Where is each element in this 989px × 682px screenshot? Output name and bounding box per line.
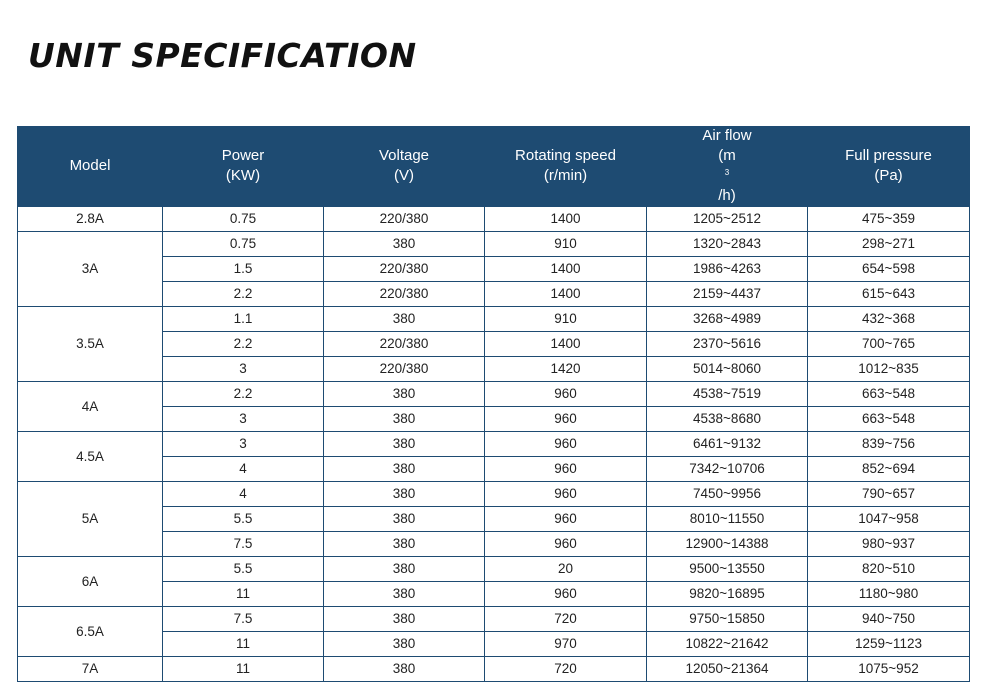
table-row [18, 482, 970, 507]
pressure-cell: 790~657 [808, 482, 970, 507]
airflow-cell: 9820~16895 [647, 582, 808, 607]
header-airflow-unit-sup: 3 [724, 168, 730, 177]
table-row [18, 432, 970, 457]
speed-cell: 720 [485, 657, 647, 682]
speed-cell: 910 [485, 232, 647, 257]
page-title: UNIT SPECIFICATION [28, 36, 417, 75]
speed-cell: 1400 [485, 332, 647, 357]
airflow-cell: 1986~4263 [647, 257, 808, 282]
pressure-cell: 1047~958 [808, 507, 970, 532]
pressure-cell: 980~937 [808, 532, 970, 557]
power-cell: 7.5 [163, 607, 324, 632]
header-speed-unit: (r/min) [543, 167, 588, 184]
header-power-unit: (KW) [225, 167, 261, 184]
voltage-cell: 380 [324, 457, 485, 482]
voltage-cell: 220/380 [324, 257, 485, 282]
speed-cell: 1400 [485, 257, 647, 282]
airflow-cell: 12900~14388 [647, 532, 808, 557]
model-cell: 3A [18, 232, 163, 307]
power-cell: 11 [163, 657, 324, 682]
pressure-cell: 1180~980 [808, 582, 970, 607]
header-power-label: Power [221, 147, 265, 164]
spec-table [17, 126, 970, 682]
airflow-cell: 9750~15850 [647, 607, 808, 632]
model-cell: 6.5A [18, 607, 163, 657]
header-pressure-unit: (Pa) [874, 167, 903, 184]
power-cell: 4 [163, 457, 324, 482]
header-speed [485, 126, 647, 207]
airflow-cell: 5014~8060 [647, 357, 808, 382]
model-cell: 4A [18, 382, 163, 432]
power-cell: 0.75 [163, 232, 324, 257]
speed-cell: 910 [485, 307, 647, 332]
voltage-cell: 380 [324, 482, 485, 507]
model-cell: 5A [18, 482, 163, 557]
voltage-cell: 380 [324, 507, 485, 532]
table-header-row [18, 126, 970, 207]
voltage-cell: 380 [324, 407, 485, 432]
pressure-cell: 663~548 [808, 382, 970, 407]
power-cell: 2.2 [163, 282, 324, 307]
header-power [163, 126, 324, 207]
voltage-cell: 380 [324, 657, 485, 682]
airflow-cell: 4538~7519 [647, 382, 808, 407]
table-row [18, 557, 970, 582]
power-cell: 5.5 [163, 557, 324, 582]
voltage-cell: 220/380 [324, 282, 485, 307]
table-row [18, 607, 970, 632]
model-cell: 2.8A [18, 207, 163, 232]
speed-cell: 960 [485, 482, 647, 507]
pressure-cell: 615~643 [808, 282, 970, 307]
header-voltage-unit: (V) [394, 167, 414, 184]
header-airflow-label: Air flow [702, 127, 752, 144]
power-cell: 3 [163, 407, 324, 432]
header-model [18, 126, 163, 207]
speed-cell: 960 [485, 457, 647, 482]
header-voltage-label: Voltage [378, 147, 430, 164]
power-cell: 4 [163, 482, 324, 507]
model-cell: 3.5A [18, 307, 163, 382]
power-cell: 11 [163, 582, 324, 607]
power-cell: 1.5 [163, 257, 324, 282]
pressure-cell: 654~598 [808, 257, 970, 282]
airflow-cell: 1205~2512 [647, 207, 808, 232]
airflow-cell: 9500~13550 [647, 557, 808, 582]
power-cell: 2.2 [163, 332, 324, 357]
voltage-cell: 380 [324, 632, 485, 657]
table-row [18, 382, 970, 407]
speed-cell: 960 [485, 432, 647, 457]
header-voltage [324, 126, 485, 207]
voltage-cell: 380 [324, 382, 485, 407]
voltage-cell: 220/380 [324, 207, 485, 232]
speed-cell: 1400 [485, 282, 647, 307]
airflow-cell: 12050~21364 [647, 657, 808, 682]
header-airflow-unit-pre: (m [718, 147, 736, 164]
pressure-cell: 1075~952 [808, 657, 970, 682]
voltage-cell: 380 [324, 232, 485, 257]
power-cell: 7.5 [163, 532, 324, 557]
power-cell: 11 [163, 632, 324, 657]
model-cell: 7A [18, 657, 163, 682]
pressure-cell: 940~750 [808, 607, 970, 632]
header-airflow-unit-post: /h) [718, 187, 736, 204]
pressure-cell: 1259~1123 [808, 632, 970, 657]
voltage-cell: 220/380 [324, 357, 485, 382]
speed-cell: 20 [485, 557, 647, 582]
table-row [18, 232, 970, 257]
speed-cell: 970 [485, 632, 647, 657]
pressure-cell: 1012~835 [808, 357, 970, 382]
voltage-cell: 380 [324, 557, 485, 582]
power-cell: 3 [163, 432, 324, 457]
voltage-cell: 380 [324, 607, 485, 632]
power-cell: 0.75 [163, 207, 324, 232]
pressure-cell: 820~510 [808, 557, 970, 582]
power-cell: 3 [163, 357, 324, 382]
header-airflow [647, 126, 808, 207]
airflow-cell: 2370~5616 [647, 332, 808, 357]
pressure-cell: 852~694 [808, 457, 970, 482]
header-airflow-unit [647, 146, 807, 206]
speed-cell: 1400 [485, 207, 647, 232]
table-body [18, 207, 970, 682]
power-cell: 2.2 [163, 382, 324, 407]
header-pressure [808, 126, 970, 207]
power-cell: 1.1 [163, 307, 324, 332]
pressure-cell: 475~359 [808, 207, 970, 232]
header-speed-label: Rotating speed [515, 147, 616, 164]
header-model-label: Model [69, 157, 111, 174]
pressure-cell: 700~765 [808, 332, 970, 357]
airflow-cell: 2159~4437 [647, 282, 808, 307]
voltage-cell: 380 [324, 432, 485, 457]
voltage-cell: 380 [324, 307, 485, 332]
voltage-cell: 220/380 [324, 332, 485, 357]
speed-cell: 960 [485, 582, 647, 607]
pressure-cell: 298~271 [808, 232, 970, 257]
speed-cell: 1420 [485, 357, 647, 382]
header-pressure-label: Full pressure [845, 147, 932, 164]
airflow-cell: 6461~9132 [647, 432, 808, 457]
model-cell: 4.5A [18, 432, 163, 482]
pressure-cell: 432~368 [808, 307, 970, 332]
speed-cell: 720 [485, 607, 647, 632]
model-cell: 6A [18, 557, 163, 607]
voltage-cell: 380 [324, 582, 485, 607]
table-row [18, 657, 970, 682]
airflow-cell: 8010~11550 [647, 507, 808, 532]
voltage-cell: 380 [324, 532, 485, 557]
speed-cell: 960 [485, 532, 647, 557]
airflow-cell: 1320~2843 [647, 232, 808, 257]
pressure-cell: 663~548 [808, 407, 970, 432]
airflow-cell: 7450~9956 [647, 482, 808, 507]
airflow-cell: 3268~4989 [647, 307, 808, 332]
table-row [18, 307, 970, 332]
power-cell: 5.5 [163, 507, 324, 532]
airflow-cell: 10822~21642 [647, 632, 808, 657]
airflow-cell: 7342~10706 [647, 457, 808, 482]
airflow-cell: 4538~8680 [647, 407, 808, 432]
pressure-cell: 839~756 [808, 432, 970, 457]
speed-cell: 960 [485, 507, 647, 532]
speed-cell: 960 [485, 407, 647, 432]
table-row [18, 207, 970, 232]
speed-cell: 960 [485, 382, 647, 407]
